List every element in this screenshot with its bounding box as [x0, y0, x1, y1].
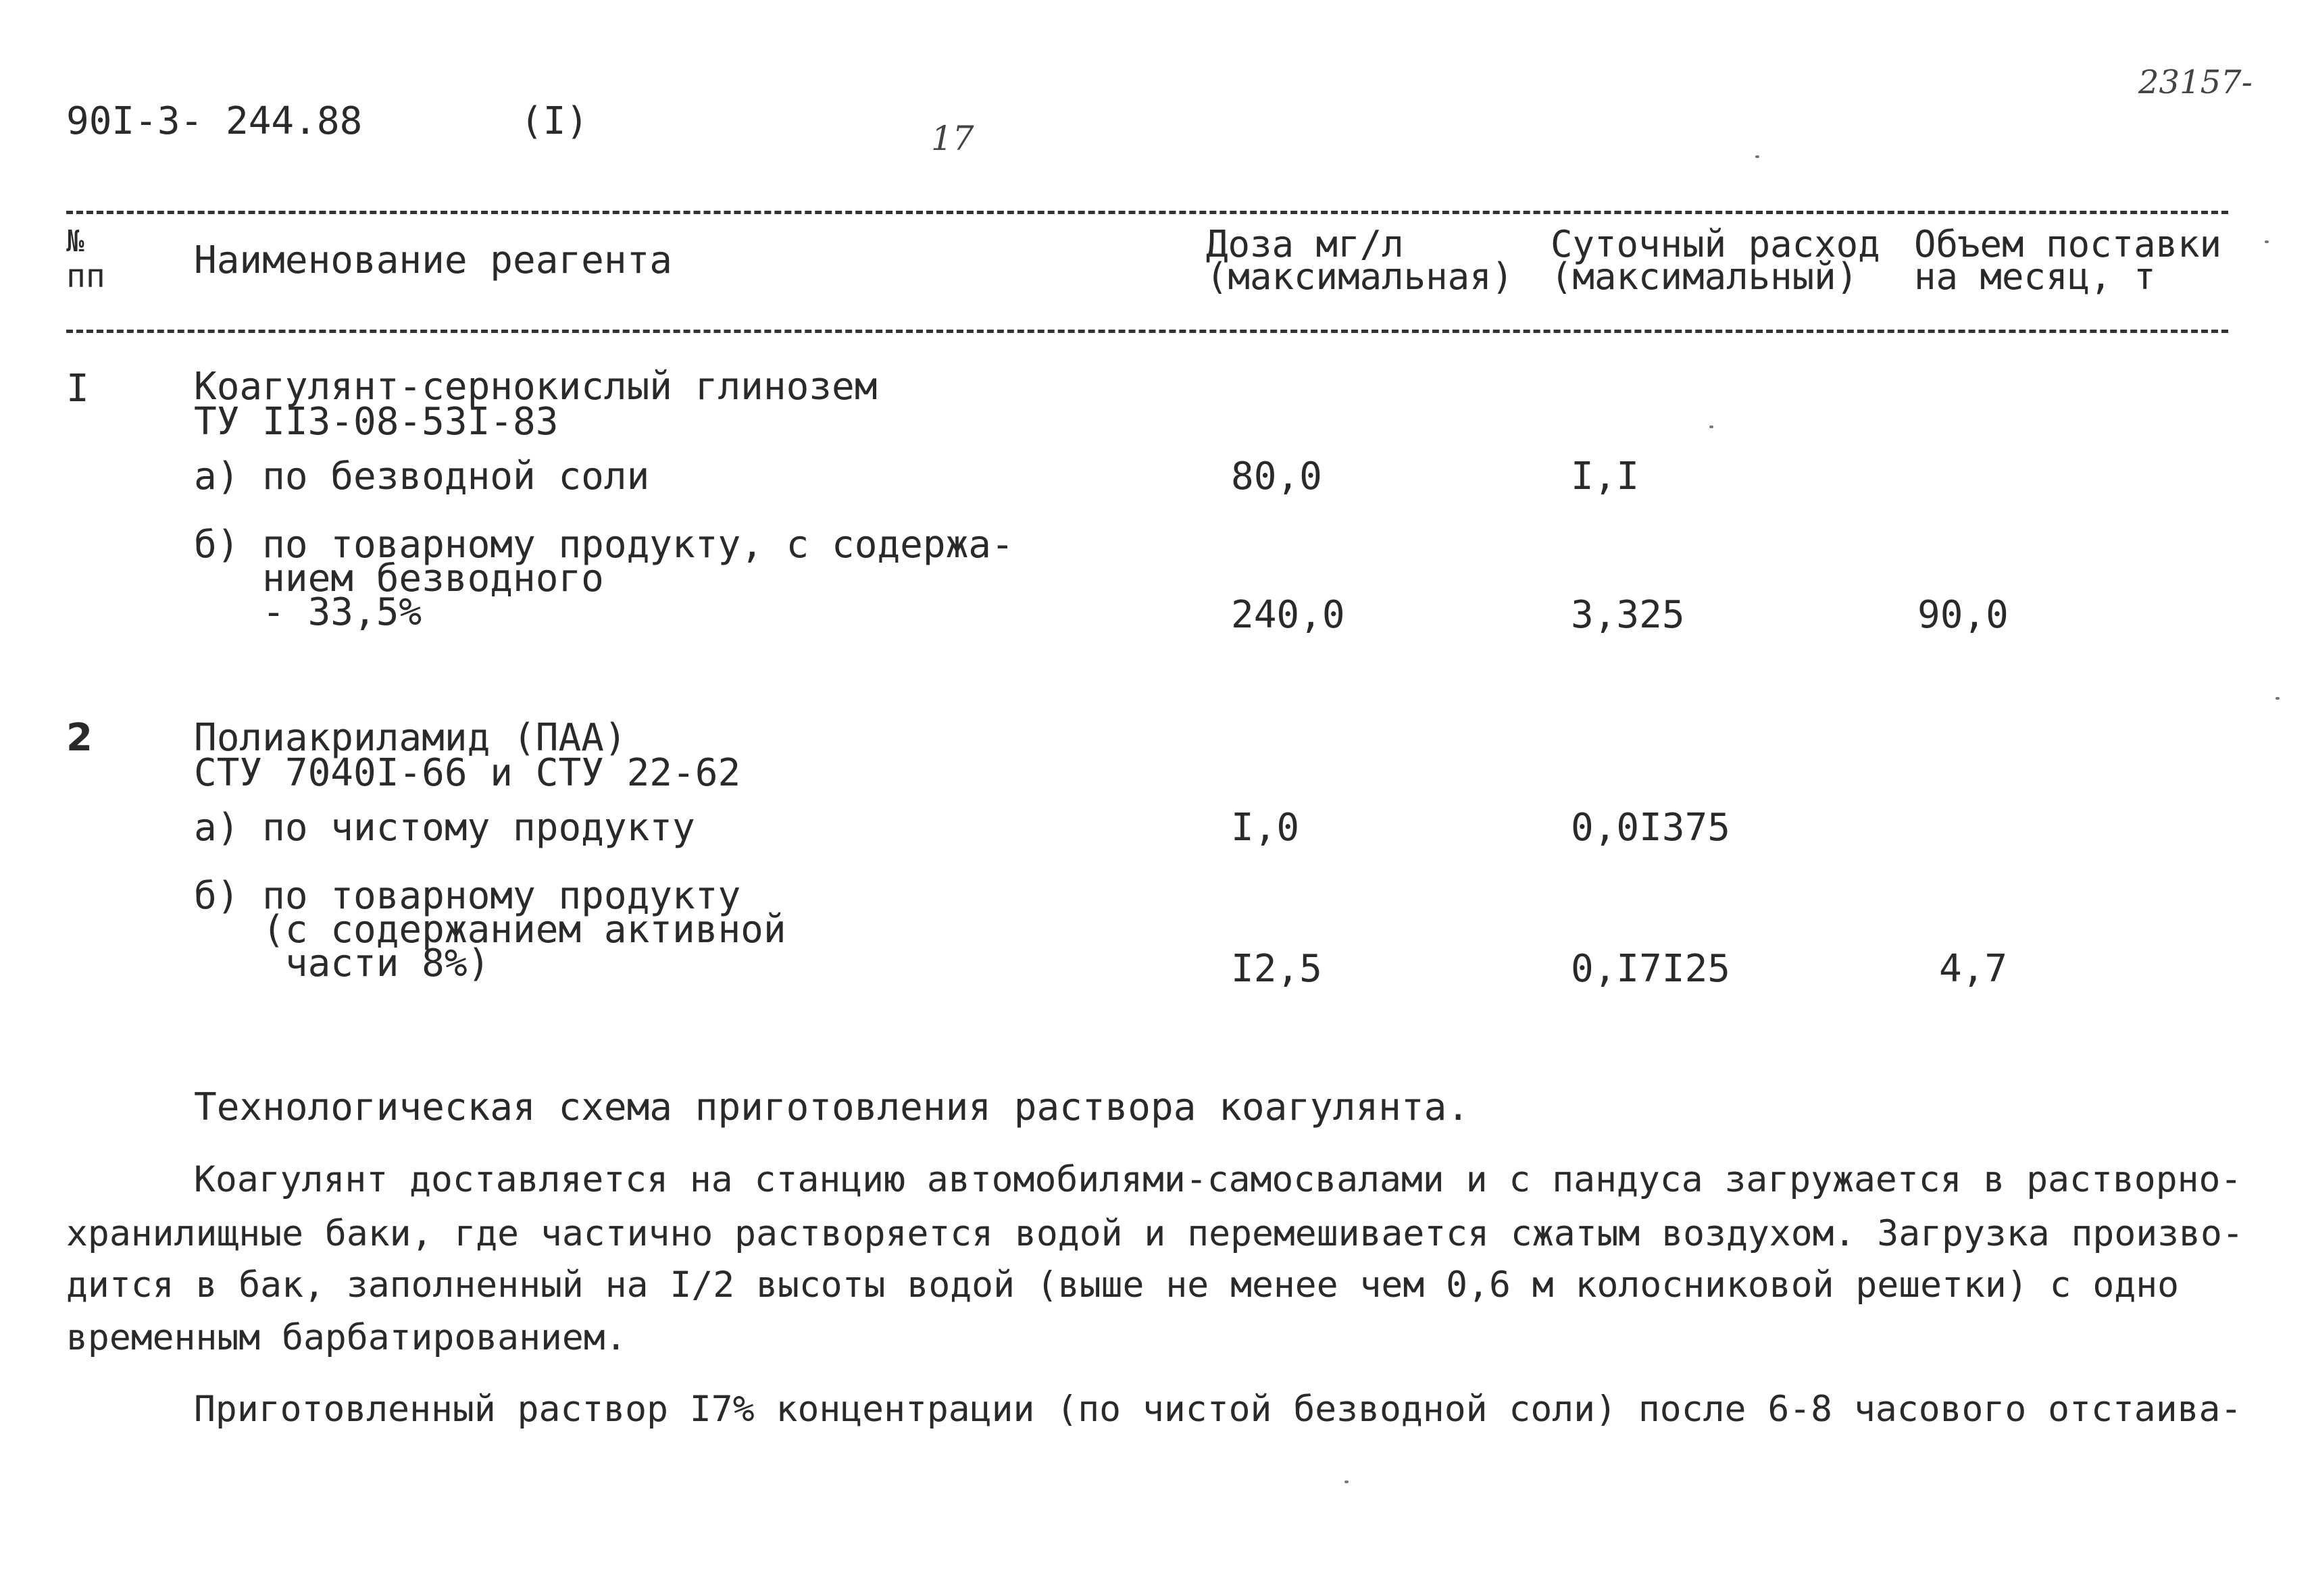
row2-name-line1: Полиакриламид (ПАА): [194, 716, 627, 760]
scan-speck: [1709, 426, 1713, 428]
section-title: Технологическая схема приготовления раствора коагулянта.: [194, 1085, 1470, 1129]
col-name-header: Наименование реагента: [194, 238, 673, 282]
row1b-label-line3: - 33,5%: [194, 590, 422, 634]
table-header-bottom-rule: [66, 330, 2228, 333]
scan-speck: [2265, 240, 2269, 243]
table-top-rule: [66, 211, 2228, 214]
row2a-label: а) по чистому продукту: [194, 806, 695, 850]
row2b-label-line1: б) по товарному продукту: [194, 874, 741, 918]
document-code: 90I-3- 244.88: [66, 99, 363, 143]
col-daily-line1: Суточный расход: [1551, 223, 1880, 265]
archive-number: 23157-: [2138, 63, 2253, 101]
row1b-dose: 240,0: [1231, 593, 1345, 637]
row1-name-line2: ТУ II3-08-53I-83: [194, 400, 559, 444]
row1a-dose: 80,0: [1231, 455, 1322, 498]
row1-name-line1: Коагулянт-сернокислый глинозем: [194, 365, 878, 409]
row1b-label-line1: б) по товарному продукту, с содержа-: [194, 523, 1014, 567]
row2-number: 2: [66, 716, 93, 760]
row2-name-line2: СТУ 7040I-66 и СТУ 22-62: [194, 751, 741, 795]
col-daily-line2: (максимальный): [1551, 255, 1859, 298]
scan-speck: [1344, 1481, 1349, 1483]
row2b-dose: I2,5: [1231, 947, 1322, 991]
page-number: 17: [931, 119, 974, 158]
col-num-line1: №: [66, 224, 84, 259]
col-num-line2: пп: [66, 257, 105, 295]
row1a-daily: I,I: [1571, 455, 1640, 498]
paragraph1-line3: дится в бак, заполненный на I/2 высоты водой (выше не менее чем 0,6 м колосниковой решетки) с одно: [66, 1264, 2180, 1306]
scan-speck: [2275, 697, 2280, 700]
row1b-monthly: 90,0: [1917, 593, 2009, 637]
col-dose-line2: (максимальная): [1206, 255, 1514, 298]
scan-speck: [1755, 155, 1759, 158]
row1-number: I: [66, 367, 89, 411]
paragraph2-line1: Приготовленный раствор I7% концентрации (по чистой безводной соли) после 6-8 часового отстаива-: [194, 1389, 2242, 1430]
row1b-label-line2: нием безводного: [194, 557, 604, 600]
row2a-dose: I,0: [1231, 806, 1300, 850]
paragraph1-line2: хранилищные баки, где частично растворяется водой и перемешивается сжатым воздухом. Загрузка произво-: [66, 1213, 2244, 1254]
col-monthly-line2: на месяц, т: [1914, 255, 2156, 298]
row2b-monthly: 4,7: [1939, 947, 2008, 991]
col-dose-line1: Доза мг/л: [1206, 223, 1404, 265]
document-part: (I): [520, 99, 589, 143]
row1a-label: а) по безводной соли: [194, 455, 650, 498]
row2b-label-line2: (с содержанием активной: [194, 908, 786, 952]
col-monthly-line1: Объем поставки: [1914, 223, 2222, 265]
paragraph1-line4: временным барбатированием.: [66, 1317, 627, 1358]
row2b-label-line3: части 8%): [194, 942, 491, 985]
row2b-daily: 0,I7I25: [1571, 947, 1731, 991]
paragraph1-line1: Коагулянт доставляется на станцию автомобилями-самосвалами и с пандуса загружается в растворно-: [194, 1159, 2242, 1200]
row1b-daily: 3,325: [1571, 593, 1685, 637]
row2a-daily: 0,0I375: [1571, 806, 1731, 850]
